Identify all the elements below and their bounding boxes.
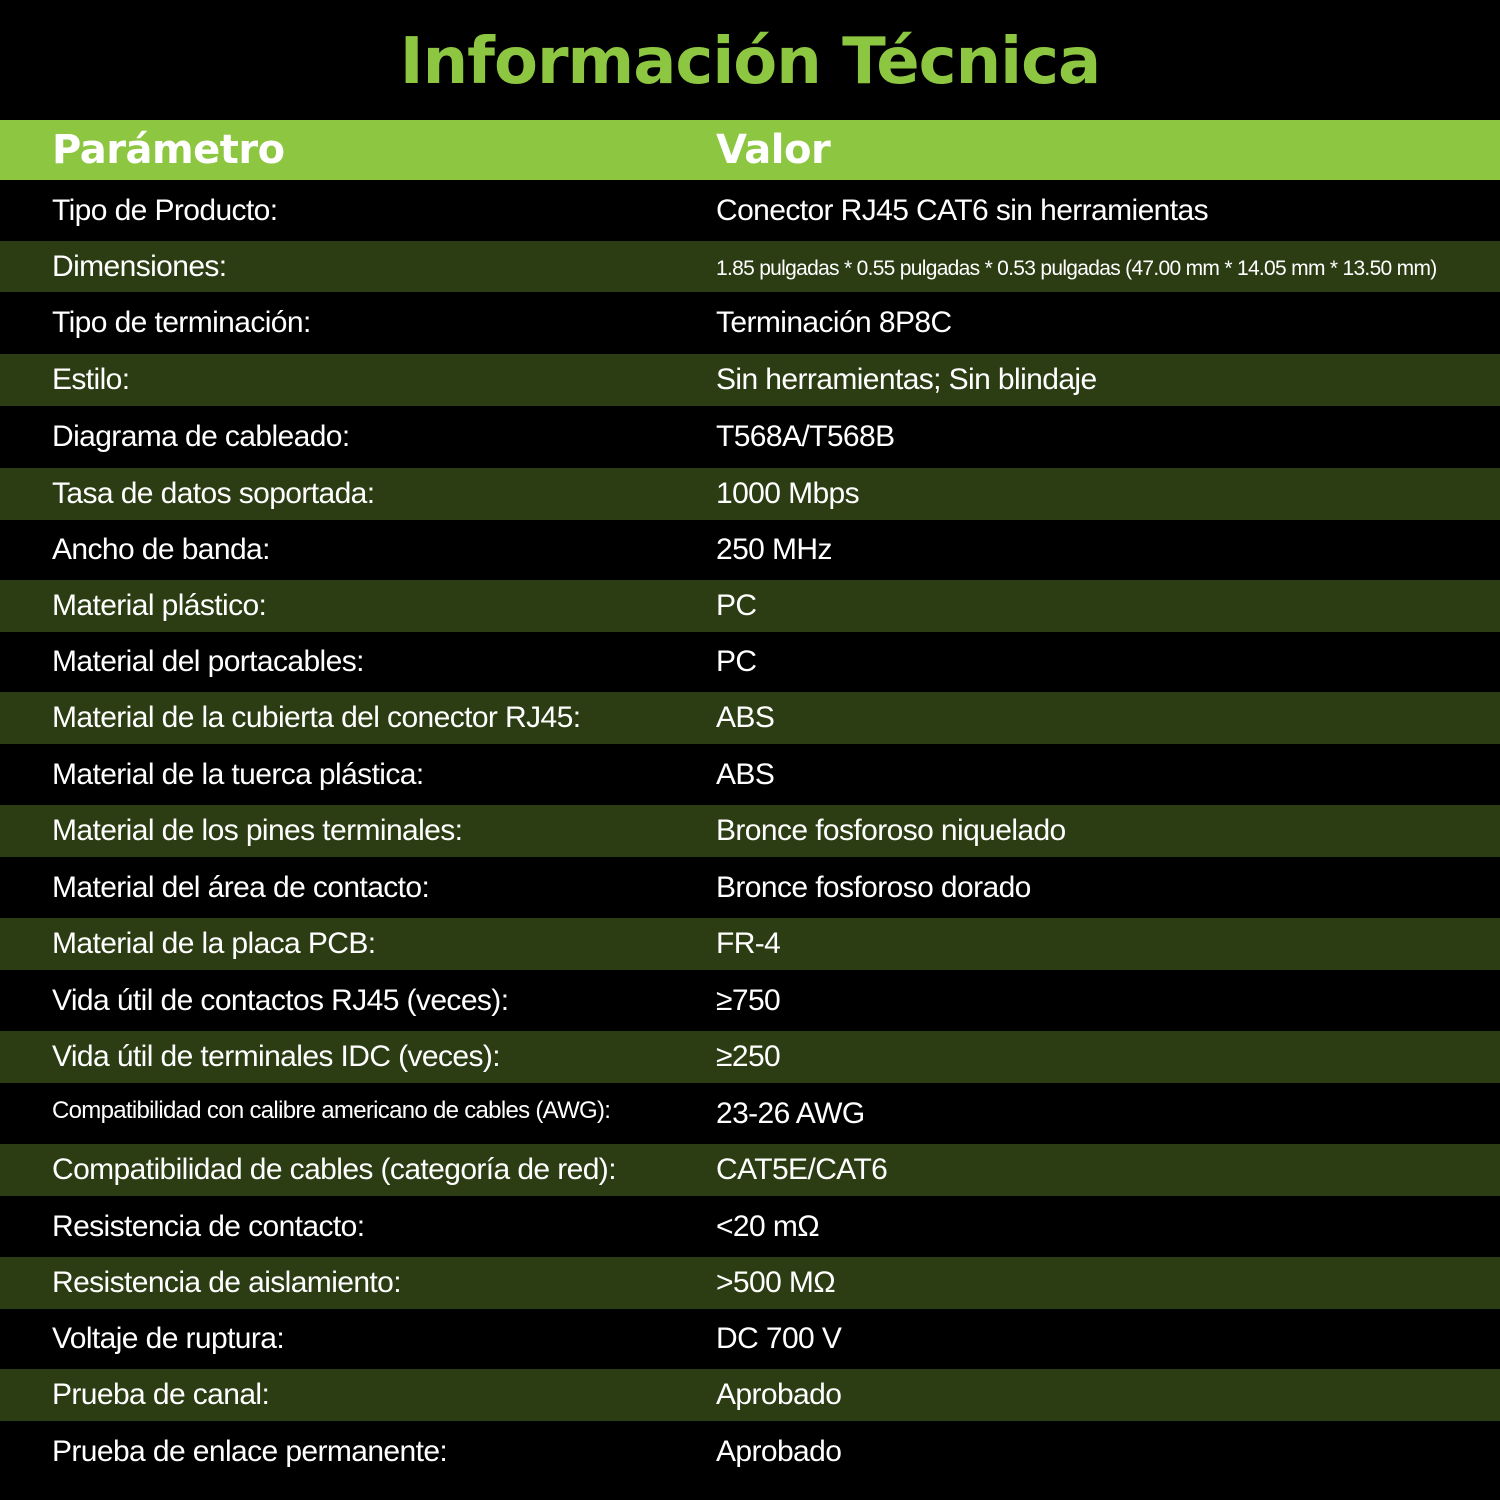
table-row <box>0 468 1500 520</box>
table-row <box>0 805 1500 857</box>
row-value: Aprobado <box>716 1434 842 1468</box>
row-parameter: Prueba de canal: <box>52 1378 270 1411</box>
row-value: ABS <box>716 701 775 734</box>
row-value: CAT5E/CAT6 <box>716 1153 888 1186</box>
row-parameter: Material plástico: <box>52 589 267 622</box>
row-value: PC <box>716 589 757 622</box>
row-parameter: Diagrama de cableado: <box>52 420 350 453</box>
table-row <box>0 1031 1500 1083</box>
row-parameter: Material de la tuerca plástica: <box>52 757 424 791</box>
row-value: T568A/T568B <box>716 420 895 453</box>
row-value: ≥250 <box>716 1040 781 1073</box>
row-value: FR-4 <box>716 927 781 960</box>
table-row <box>0 857 1500 918</box>
row-parameter: Material del área de contacto: <box>52 870 430 904</box>
row-parameter: Material de los pines terminales: <box>52 814 463 847</box>
page-title: Información Técnica <box>399 25 1101 99</box>
row-parameter: Tipo de terminación: <box>52 306 311 339</box>
table-row <box>0 580 1500 632</box>
row-value: Bronce fosforoso dorado <box>716 870 1031 904</box>
spec-table <box>0 120 1500 1482</box>
row-value: 23-26 AWG <box>716 1096 865 1130</box>
table-row <box>0 1369 1500 1421</box>
table-row <box>0 180 1500 241</box>
row-parameter: Estilo: <box>52 363 130 396</box>
row-parameter: Vida útil de terminales IDC (veces): <box>52 1040 501 1073</box>
table-row <box>0 1421 1500 1482</box>
header-value: Valor <box>716 127 831 173</box>
row-value: ≥750 <box>716 983 781 1017</box>
row-parameter: Dimensiones: <box>52 249 227 283</box>
table-row <box>0 744 1500 805</box>
row-parameter: Vida útil de contactos RJ45 (veces): <box>52 983 509 1017</box>
table-row <box>0 292 1500 354</box>
row-parameter: Compatibilidad con calibre americano de cables (AWG): <box>52 1097 611 1124</box>
row-value: 250 MHz <box>716 533 832 566</box>
table-row <box>0 632 1500 692</box>
row-parameter: Tasa de datos soportada: <box>52 477 375 510</box>
table-row <box>0 354 1500 406</box>
table-row <box>0 918 1500 970</box>
table-row <box>0 241 1500 292</box>
table-row <box>0 1144 1500 1196</box>
row-value: Conector RJ45 CAT6 sin herramientas <box>716 193 1208 227</box>
table-header <box>0 120 1500 180</box>
row-value: Terminación 8P8C <box>716 306 952 339</box>
table-row <box>0 970 1500 1031</box>
row-value: Bronce fosforoso niquelado <box>716 814 1066 847</box>
table-row <box>0 1083 1500 1144</box>
row-parameter: Material del portacables: <box>52 645 364 678</box>
row-value: PC <box>716 645 757 678</box>
row-parameter: Resistencia de aislamiento: <box>52 1266 401 1299</box>
row-value: 1000 Mbps <box>716 477 860 510</box>
row-parameter: Voltaje de ruptura: <box>52 1322 285 1355</box>
row-value: ABS <box>716 757 775 791</box>
table-row <box>0 406 1500 468</box>
table-row <box>0 692 1500 744</box>
row-parameter: Compatibilidad de cables (categoría de red): <box>52 1153 616 1186</box>
row-value: Sin herramientas; Sin blindaje <box>716 363 1097 396</box>
row-value: DC 700 V <box>716 1322 842 1355</box>
row-parameter: Resistencia de contacto: <box>52 1209 365 1243</box>
row-value: >500 MΩ <box>716 1266 836 1299</box>
row-value: 1.85 pulgadas * 0.55 pulgadas * 0.53 pulgadas (47.00 mm * 14.05 mm * 13.50 mm) <box>716 257 1437 280</box>
row-parameter: Material de la placa PCB: <box>52 927 376 960</box>
row-parameter: Material de la cubierta del conector RJ45: <box>52 701 581 734</box>
row-value: Aprobado <box>716 1378 842 1411</box>
header-parameter: Parámetro <box>52 127 285 173</box>
table-row <box>0 1309 1500 1369</box>
row-parameter: Ancho de banda: <box>52 533 270 566</box>
table-row <box>0 520 1500 580</box>
row-parameter: Prueba de enlace permanente: <box>52 1434 448 1468</box>
row-value: <20 mΩ <box>716 1209 820 1243</box>
table-row <box>0 1257 1500 1309</box>
row-parameter: Tipo de Producto: <box>52 193 278 227</box>
table-row <box>0 1196 1500 1257</box>
